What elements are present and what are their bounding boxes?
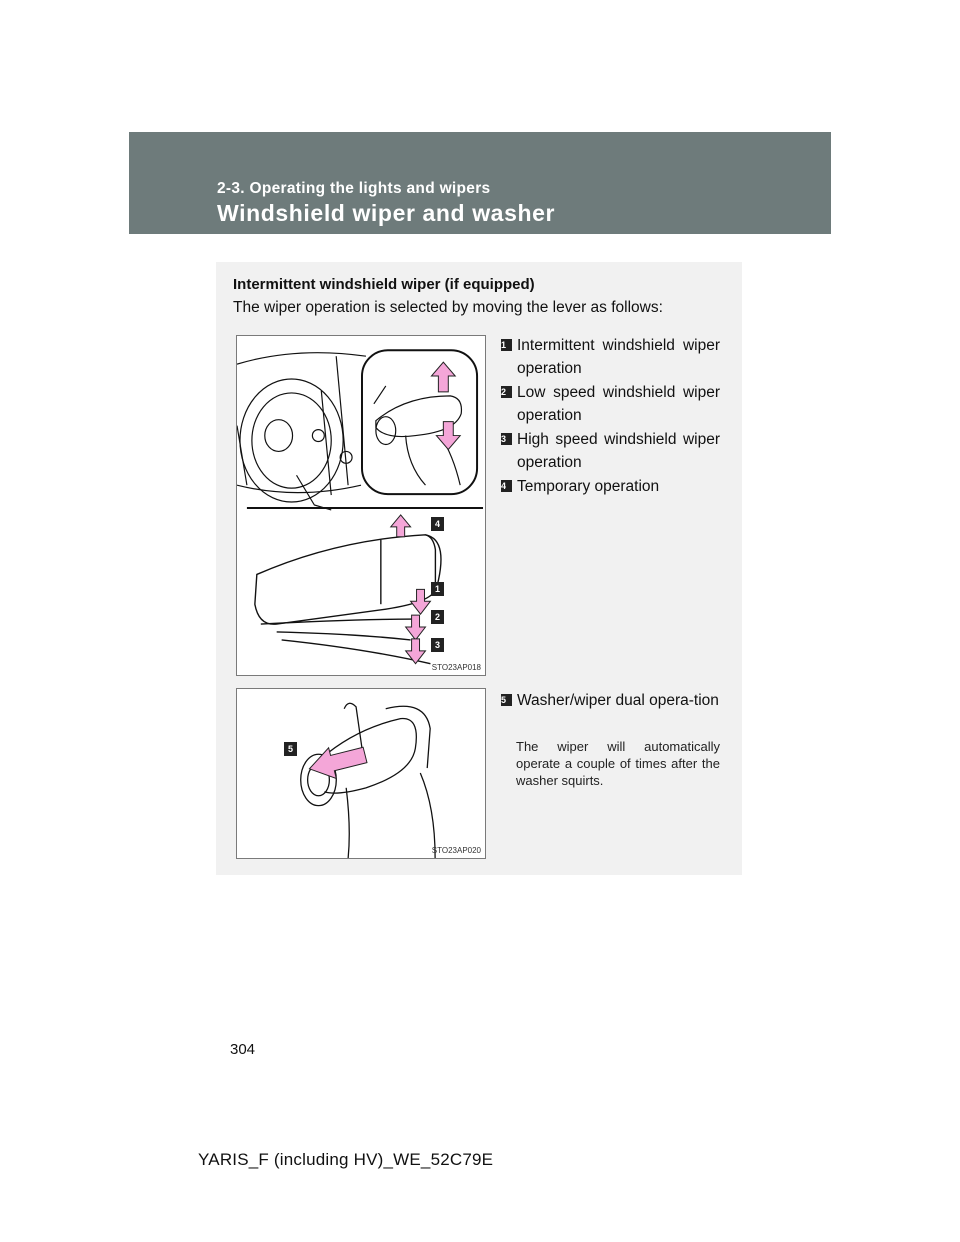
panel-intro: The wiper operation is selected by moving the lever as follows: — [233, 299, 663, 316]
item-text: Temporary operation — [517, 478, 660, 495]
callout-badge: 1 — [431, 582, 444, 596]
item-text: High speed windshield wiper operation — [517, 431, 720, 471]
item-number-badge: 3 — [501, 433, 512, 445]
list-item — [501, 334, 720, 380]
list-item — [501, 428, 720, 474]
list-item — [501, 475, 720, 498]
washer-lever-illustration — [237, 689, 485, 858]
callout-badge: 4 — [431, 517, 444, 531]
callout-badge: 2 — [431, 610, 444, 624]
panel-heading: Intermittent windshield wiper (if equipped) — [233, 276, 535, 293]
item-text: Low speed windshield wiper operation — [517, 384, 720, 424]
washer-lever-figure — [236, 688, 486, 859]
wiper-lever-illustration — [237, 336, 485, 675]
figure-code: STO23AP020 — [431, 846, 481, 855]
item-number-badge: 4 — [501, 480, 512, 492]
figure-code: STO23AP018 — [431, 663, 481, 672]
operation-list — [501, 334, 720, 499]
page-title: Windshield wiper and washer — [217, 200, 556, 226]
callout-badge: 5 — [284, 742, 297, 756]
item-number-badge: 1 — [501, 339, 512, 351]
list-item — [501, 689, 720, 712]
item-number-badge: 2 — [501, 386, 512, 398]
page-number: 304 — [230, 1041, 256, 1058]
list-item — [501, 381, 720, 427]
callout-badge: 3 — [431, 638, 444, 652]
item-number-badge: 5 — [501, 694, 512, 706]
wiper-lever-figure — [236, 335, 486, 676]
section-header — [129, 132, 831, 234]
washer-item — [501, 689, 720, 713]
section-label: 2-3. Operating the lights and wipers — [217, 180, 491, 197]
item-text: Washer/wiper dual opera-tion — [517, 692, 719, 709]
footer-label: YARIS_F (including HV)_WE_52C79E — [198, 1150, 494, 1169]
washer-description: The wiper will automatically operate a couple of times after the washer squirts. — [516, 739, 720, 788]
item-text: Intermittent windshield wiper operation — [517, 337, 720, 377]
